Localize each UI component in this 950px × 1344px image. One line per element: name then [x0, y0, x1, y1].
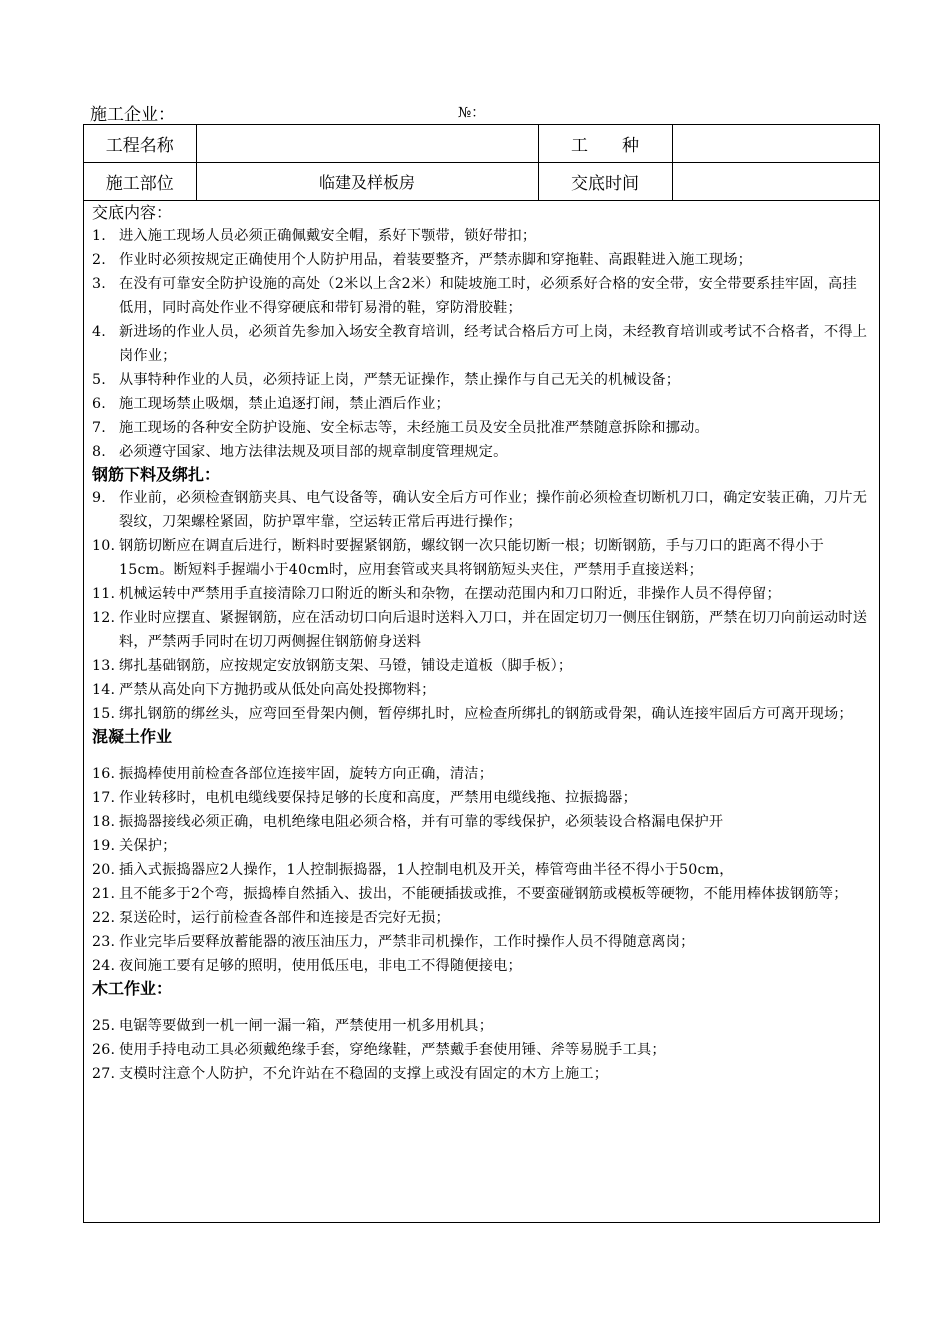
list-item	[92, 368, 879, 392]
item-text: 关保护；	[119, 838, 177, 854]
briefing-time-field[interactable]	[672, 163, 879, 201]
item-number: 14.	[92, 682, 116, 698]
item-number: 12.	[92, 610, 116, 626]
list-item	[92, 606, 879, 654]
item-number: 23.	[92, 934, 116, 950]
list-item	[92, 954, 879, 978]
item-text: 作业转移时，电机电缆线要保持足够的长度和高度，严禁用电缆线拖、拉振捣器；	[119, 790, 637, 806]
item-text: 新进场的作业人员，必须首先参加入场安全教育培训，经考试合格后方可上岗，未经教育培训或考试不合格者，不得上岗作业；	[119, 324, 868, 364]
item-number: 25.	[92, 1018, 116, 1034]
item-text: 插入式振捣器应2人操作，1人控制振捣器，1人控制电机及开关，棒管弯曲半径不得小于50cm，	[119, 862, 734, 878]
list-item	[92, 416, 879, 440]
section-items	[92, 224, 879, 464]
item-number: 4.	[92, 324, 106, 340]
item-number: 18.	[92, 814, 116, 830]
item-text: 支模时注意个人防护，不允许站在不稳固的支撑上或没有固定的木方上施工；	[119, 1066, 609, 1082]
item-text: 使用手持电动工具必须戴绝缘手套，穿绝缘鞋，严禁戴手套使用锤、斧等易脱手工具；	[119, 1042, 666, 1058]
item-number: 8.	[92, 444, 106, 460]
item-number: 22.	[92, 910, 116, 926]
list-item	[92, 534, 879, 582]
item-number: 5.	[92, 372, 106, 388]
item-number: 7.	[92, 420, 106, 436]
item-number: 2.	[92, 252, 106, 268]
list-item	[92, 582, 879, 606]
item-number: 9.	[92, 490, 106, 506]
briefing-content	[84, 202, 879, 1086]
number-label: №：	[458, 105, 486, 121]
list-item	[92, 1038, 879, 1062]
list-item	[92, 858, 879, 882]
item-number: 20.	[92, 862, 116, 878]
item-text: 振捣棒使用前检查各部位连接牢固，旋转方向正确，清洁；	[119, 766, 494, 782]
item-text: 严禁从高处向下方抛扔或从低处向高处投掷物料；	[119, 682, 436, 698]
item-text: 绑扎钢筋的绑丝头，应弯回至骨架内侧，暂停绑扎时，应检查所绑扎的钢筋或骨架，确认连接牢固后方可离开现场；	[119, 706, 853, 722]
item-text: 作业前，必须检查钢筋夹具、电气设备等，确认安全后方可作业；操作前必须检查切断机刀口，确定安装正确，刀片无裂纹，刀架螺栓紧固，防护罩牢靠，空运转正常后再进行操作；	[119, 490, 868, 530]
info-row-2	[84, 163, 879, 201]
section-items	[92, 1014, 879, 1086]
item-text: 振捣器接线必须正确，电机绝缘电阻必须合格，并有可靠的零线保护，必须装设合格漏电保护开	[119, 814, 724, 830]
list-item	[92, 654, 879, 678]
briefing-time-label: 交底时间	[538, 163, 672, 201]
item-number: 15.	[92, 706, 116, 722]
list-item	[92, 834, 879, 858]
info-table	[84, 125, 879, 201]
company-label: 施工企业：	[90, 105, 175, 125]
item-number: 1.	[92, 228, 106, 244]
item-text: 作业完毕后要释放蓄能器的液压油压力，严禁非司机操作，工作时操作人员不得随意离岗；	[119, 934, 695, 950]
list-item	[92, 810, 879, 834]
item-number: 26.	[92, 1042, 116, 1058]
item-number: 3.	[92, 276, 106, 292]
item-text: 电锯等要做到一机一闸一漏一箱，严禁使用一机多用机具；	[119, 1018, 494, 1034]
section-title: 钢筋下料及绑扎：	[92, 465, 221, 484]
location-field[interactable]: 临建及样板房	[196, 163, 538, 201]
section-title: 木工作业：	[92, 979, 173, 998]
list-item	[92, 1014, 879, 1038]
item-text: 钢筋切断应在调直后进行，断料时要握紧钢筋，螺纹钢一次只能切断一根；切断钢筋，手与刀口的距离不得小于15cm。断短料手握端小于40cm时，应用套管或夹具将钢筋短头夹住，严禁用手直接送料；	[119, 538, 824, 578]
project-name-field[interactable]	[196, 125, 538, 163]
item-text: 作业时必须按规定正确使用个人防护用品，着装要整齐，严禁赤脚和穿拖鞋、高跟鞋进入施工现场；	[119, 252, 753, 268]
list-item	[92, 702, 879, 726]
item-number: 13.	[92, 658, 116, 674]
item-number: 19.	[92, 838, 116, 854]
list-item	[92, 786, 879, 810]
list-item	[92, 248, 879, 272]
list-item	[92, 392, 879, 416]
list-item	[92, 486, 879, 534]
info-row-1	[84, 125, 879, 163]
list-item	[92, 272, 879, 320]
section-title: 交底内容：	[92, 203, 173, 222]
list-item	[92, 224, 879, 248]
item-number: 21.	[92, 886, 116, 902]
list-item	[92, 930, 879, 954]
item-number: 24.	[92, 958, 116, 974]
item-text: 泵送砼时，运行前检查各部件和连接是否完好无损；	[119, 910, 450, 926]
document-header	[90, 100, 880, 125]
section-items	[92, 486, 879, 726]
item-number: 17.	[92, 790, 116, 806]
item-text: 绑扎基础钢筋，应按规定安放钢筋支架、马镫，铺设走道板（脚手板）；	[119, 658, 573, 674]
item-number: 11.	[92, 586, 116, 602]
briefing-form	[83, 124, 880, 1223]
item-number: 6.	[92, 396, 106, 412]
item-text: 机械运转中严禁用手直接清除刀口附近的断头和杂物，在摆动范围内和刀口附近，非操作人员不得停留；	[119, 586, 781, 602]
list-item	[92, 678, 879, 702]
list-item	[92, 906, 879, 930]
item-text: 且不能多于2个弯，振捣棒自然插入、拔出，不能硬插拔或推，不要蛮碰钢筋或模板等硬物，不能用棒体拔钢筋等；	[119, 886, 848, 902]
item-text: 施工现场禁止吸烟，禁止追逐打闹，禁止酒后作业；	[119, 396, 450, 412]
list-item	[92, 882, 879, 906]
section-title: 混凝土作业	[92, 727, 173, 746]
item-text: 在没有可靠安全防护设施的高处（2米以上含2米）和陡坡施工时，必须系好合格的安全带，安全带要系挂牢固，高挂低用，同时高处作业不得穿硬底和带钉易滑的鞋，穿防滑胶鞋；	[119, 276, 857, 316]
item-text: 必须遵守国家、地方法律法规及项目部的规章制度管理规定。	[119, 444, 508, 460]
location-label: 施工部位	[84, 163, 196, 201]
item-number: 16.	[92, 766, 116, 782]
list-item	[92, 320, 879, 368]
item-text: 作业时应摆直、紧握钢筋，应在活动切口向后退时送料入刀口，并在固定切刀一侧压住钢筋，严禁在切刀向前运动时送料，严禁两手同时在切刀两侧握住钢筋俯身送料	[119, 610, 868, 650]
item-text: 夜间施工要有足够的照明，使用低压电，非电工不得随便接电；	[119, 958, 522, 974]
item-text: 从事特种作业的人员，必须持证上岗，严禁无证操作，禁止操作与自己无关的机械设备；	[119, 372, 681, 388]
item-number: 10.	[92, 538, 116, 554]
project-name-label: 工程名称	[84, 125, 196, 163]
list-item	[92, 762, 879, 786]
list-item	[92, 1062, 879, 1086]
trade-field[interactable]	[672, 125, 879, 163]
item-number: 27.	[92, 1066, 116, 1082]
item-text: 施工现场的各种安全防护设施、安全标志等，未经施工员及安全员批准严禁随意拆除和挪动。	[119, 420, 709, 436]
trade-label: 工 种	[538, 125, 672, 163]
section-items	[92, 762, 879, 978]
list-item	[92, 440, 879, 464]
item-text: 进入施工现场人员必须正确佩戴安全帽，系好下颚带，锁好带扣；	[119, 228, 537, 244]
